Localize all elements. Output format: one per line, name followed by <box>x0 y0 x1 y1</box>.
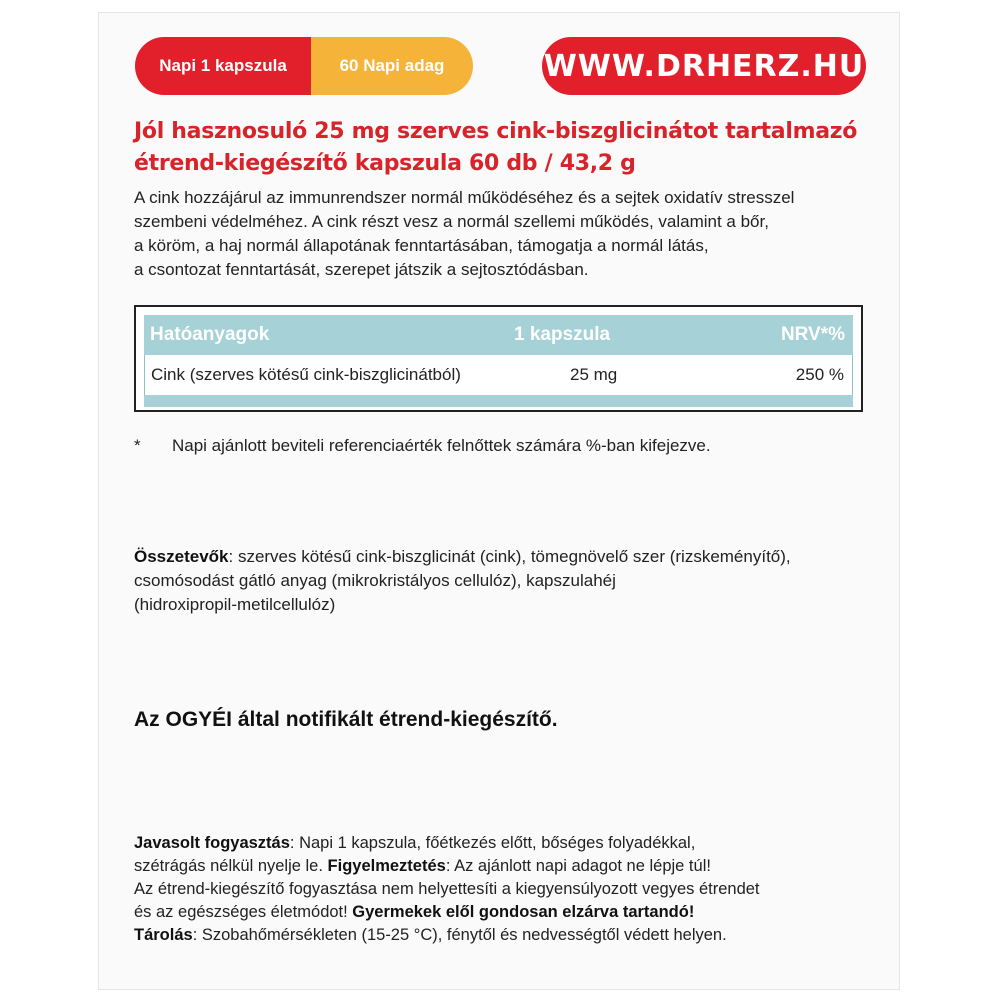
title-line-1: Jól hasznosuló 25 mg szerves cink-biszglicinátot tartalmazó <box>134 119 858 144</box>
website-badge: WWW.DRHERZ.HU <box>542 37 866 95</box>
title-line-2: étrend-kiegészítő kapszula 60 db / 43,2 g <box>134 151 636 176</box>
storage-label: Tárolás <box>134 926 193 944</box>
nutrition-table <box>134 305 863 412</box>
nutrition-table-footer <box>144 395 853 407</box>
usage-label: Javasolt fogyasztás <box>134 834 290 852</box>
usage-line-3: Az étrend-kiegészítő fogyasztása nem helyettesíti a kiegyensúlyozott vegyes étrendet <box>134 880 760 898</box>
intro-line-1: A cink hozzájárul az immunrendszer normál működéséhez és a sejtek oxidatív stresszel <box>134 188 795 207</box>
ingredients-label: Összetevők <box>134 547 229 566</box>
usage-section <box>134 832 874 947</box>
intro-line-2: szembeni védelméhez. A cink részt vesz a normál szellemi működés, valamint a bőr, <box>134 212 769 231</box>
product-title <box>134 116 874 180</box>
ingredients-section <box>134 545 874 617</box>
header-per-capsule: 1 kapszula <box>514 324 611 345</box>
nrv-footnote <box>134 436 711 456</box>
usage-line-4: és az egészséges életmódot! <box>134 903 353 921</box>
cell-nrv: 250 % <box>795 365 844 384</box>
intro-text <box>134 186 874 282</box>
usage-line-2: szétrágás nélkül nyelje le. <box>134 857 328 875</box>
header-nrv: NRV*% <box>780 324 845 345</box>
cell-ingredient: Cink (szerves kötésű cink-biszglicinátból) <box>151 365 461 384</box>
ingredients-line-1: : szerves kötésű cink-biszglicinát (cink), tömegnövelő szer (rizskeményítő), <box>228 547 791 566</box>
daily-capsule-badge: Napi 1 kapszula <box>135 37 311 95</box>
children-warning: Gyermekek elől gondosan elzárva tartandó! <box>352 903 695 921</box>
storage-text: : Szobahőmérsékleten (15-25 °C), fénytől és nedvességtől védett helyen. <box>192 926 727 944</box>
footnote-marker: * <box>134 436 141 455</box>
table-row <box>144 355 853 395</box>
header-active-ingredients: Hatóanyagok <box>150 324 270 345</box>
warning-text: : Az ajánlott napi adagot ne lépje túl! <box>445 857 711 875</box>
ingredients-line-3: (hidroxipropil-metilcellulóz) <box>134 595 336 614</box>
intro-line-3: a köröm, a haj normál állapotának fenntartásában, támogatja a normál látás, <box>134 236 709 255</box>
nutrition-table-header <box>144 315 853 355</box>
warning-label: Figyelmeztetés <box>327 857 446 875</box>
daily-dose-badge: 60 Napi adag <box>311 37 473 95</box>
ogyei-notification: Az OGYÉI által notifikált étrend-kiegészítő. <box>134 708 558 731</box>
intro-line-4: a csontozat fenntartását, szerepet játszik a sejtosztódásban. <box>134 260 589 279</box>
ingredients-line-2: csomósodást gátló anyag (mikrokristályos cellulóz), kapszulahéj <box>134 571 616 590</box>
cell-amount: 25 mg <box>570 365 618 384</box>
usage-text: : Napi 1 kapszula, főétkezés előtt, bőséges folyadékkal, <box>289 834 696 852</box>
dosage-badge <box>135 37 473 95</box>
footnote-text: Napi ajánlott beviteli referenciaérték felnőttek számára %-ban kifejezve. <box>172 436 711 455</box>
